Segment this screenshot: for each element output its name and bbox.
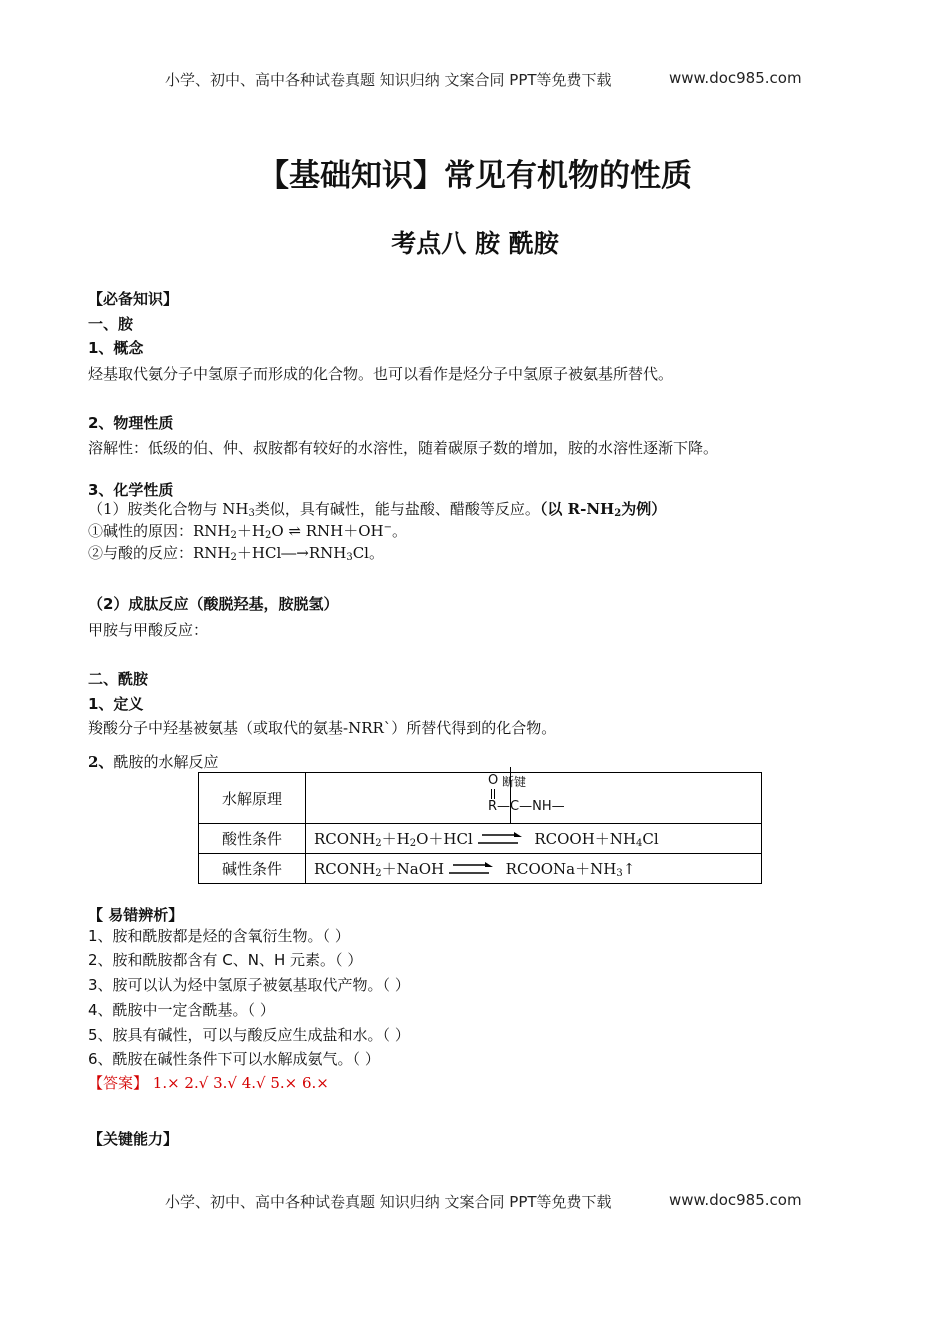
section-key-heading: 【关键能力】 (88, 1130, 179, 1148)
row-label-basic: 碱性条件 (199, 854, 306, 884)
answer-line (88, 1072, 329, 1093)
table-row (199, 773, 762, 824)
concept-text: 烃基取代氨分子中氢原子而形成的化合物。也可以看作是烃分子中氢原子被氨基所替代。 (88, 365, 674, 383)
struct-break-label: 断键 (502, 775, 527, 789)
basic-reason-line: ①碱性的原因：$RNH_2+H_2O$ ⇌ RNH＋OH−。 (88, 522, 408, 541)
bond-break-line (510, 767, 511, 823)
row-label-acidic: 酸性条件 (199, 824, 306, 854)
amine-heading: 一、胺 (88, 315, 134, 333)
chem-heading: 3、化学性质 (88, 481, 174, 499)
peptide-text: 甲胺与甲酸反应： (88, 621, 209, 639)
acidic-equation: $RCONH_2+H_2O+HCl$ $RCOOH+NH_4Cl$ (306, 824, 762, 854)
amide-bond-structure (306, 773, 762, 824)
table-row (199, 854, 762, 884)
hydrolysis-table (198, 772, 762, 884)
table-row (199, 824, 762, 854)
footer-text: 小学、初中、高中各种试卷真题 知识归纳 文案合同 PPT等免费下载 (165, 1193, 612, 1211)
footer-url[interactable]: www.doc985.com (669, 1191, 802, 1209)
phys-heading: 2、物理性质 (88, 414, 174, 432)
row-label-principle: 水解原理 (199, 773, 306, 824)
list-item: 2、胺和酰胺都含有 C、N、H 元素。（ ） (88, 951, 363, 969)
double-bond-line (491, 789, 493, 799)
list-item: 1、胺和酰胺都是烃的含氧衍生物。（ ） (88, 927, 350, 945)
page-title: 【基础知识】常见有机物的性质 (258, 158, 692, 194)
phys-text: 溶解性：低级的伯、仲、叔胺都有较好的水溶性，随着碳原子数的增加，胺的水溶性逐渐下降。 (88, 439, 719, 457)
reaction-arrow-icon (449, 861, 501, 875)
list-item: 3、胺可以认为烃中氢原子被氨基取代产物。（ ） (88, 976, 410, 994)
errors-heading: 【 易错辨析】 (88, 906, 184, 924)
amide-def-text: 羧酸分子中羟基被氨基（或取代的氨基-NRR`）所替代得到的化合物。 (88, 719, 557, 737)
peptide-heading: （2）成肽反应（酸脱羟基，胺脱氢） (88, 595, 339, 613)
concept-heading: 1、概念 (88, 339, 144, 357)
list-item: 5、胺具有碱性，可以与酸反应生成盐和水。（ ） (88, 1026, 410, 1044)
amide-heading: 二、酰胺 (88, 670, 149, 688)
header-url[interactable]: www.doc985.com (669, 69, 802, 87)
page-subtitle: 考点八 胺 酰胺 (391, 229, 559, 258)
list-item: 6、酰胺在碱性条件下可以水解成氨气。（ ） (88, 1050, 380, 1068)
amide-def-heading: 1、定义 (88, 695, 144, 713)
answer-label: 【答案】 (88, 1074, 149, 1092)
acid-reaction-line: ②与酸的反应：$RNH_2+HCl―\to RNH_3Cl$。 (88, 544, 384, 563)
double-bond-line (494, 789, 496, 799)
reaction-arrow-icon (478, 831, 530, 845)
answer-text: 1.× 2.√ 3.√ 4.√ 5.× 6.× (148, 1074, 329, 1092)
basic-equation: $RCONH_2+NaOH$ $RCOONa+NH_3↑$ (306, 854, 762, 884)
hydrolysis-heading: 2、酰胺的水解反应 (88, 753, 219, 771)
header-text: 小学、初中、高中各种试卷真题 知识归纳 文案合同 PPT等免费下载 (165, 71, 612, 89)
struct-oxygen: O (488, 773, 499, 788)
section-must-heading: 【必备知识】 (88, 290, 179, 308)
list-item: 4、酰胺中一定含酰基。（ ） (88, 1001, 275, 1019)
chem-line-1: （1）胺类化合物与 $NH_3$类似，具有碱性，能与盐酸、醋酸等反应。（以 $R-NH_2$为例） (88, 500, 667, 519)
struct-chain: R—C—NH— (488, 799, 565, 814)
